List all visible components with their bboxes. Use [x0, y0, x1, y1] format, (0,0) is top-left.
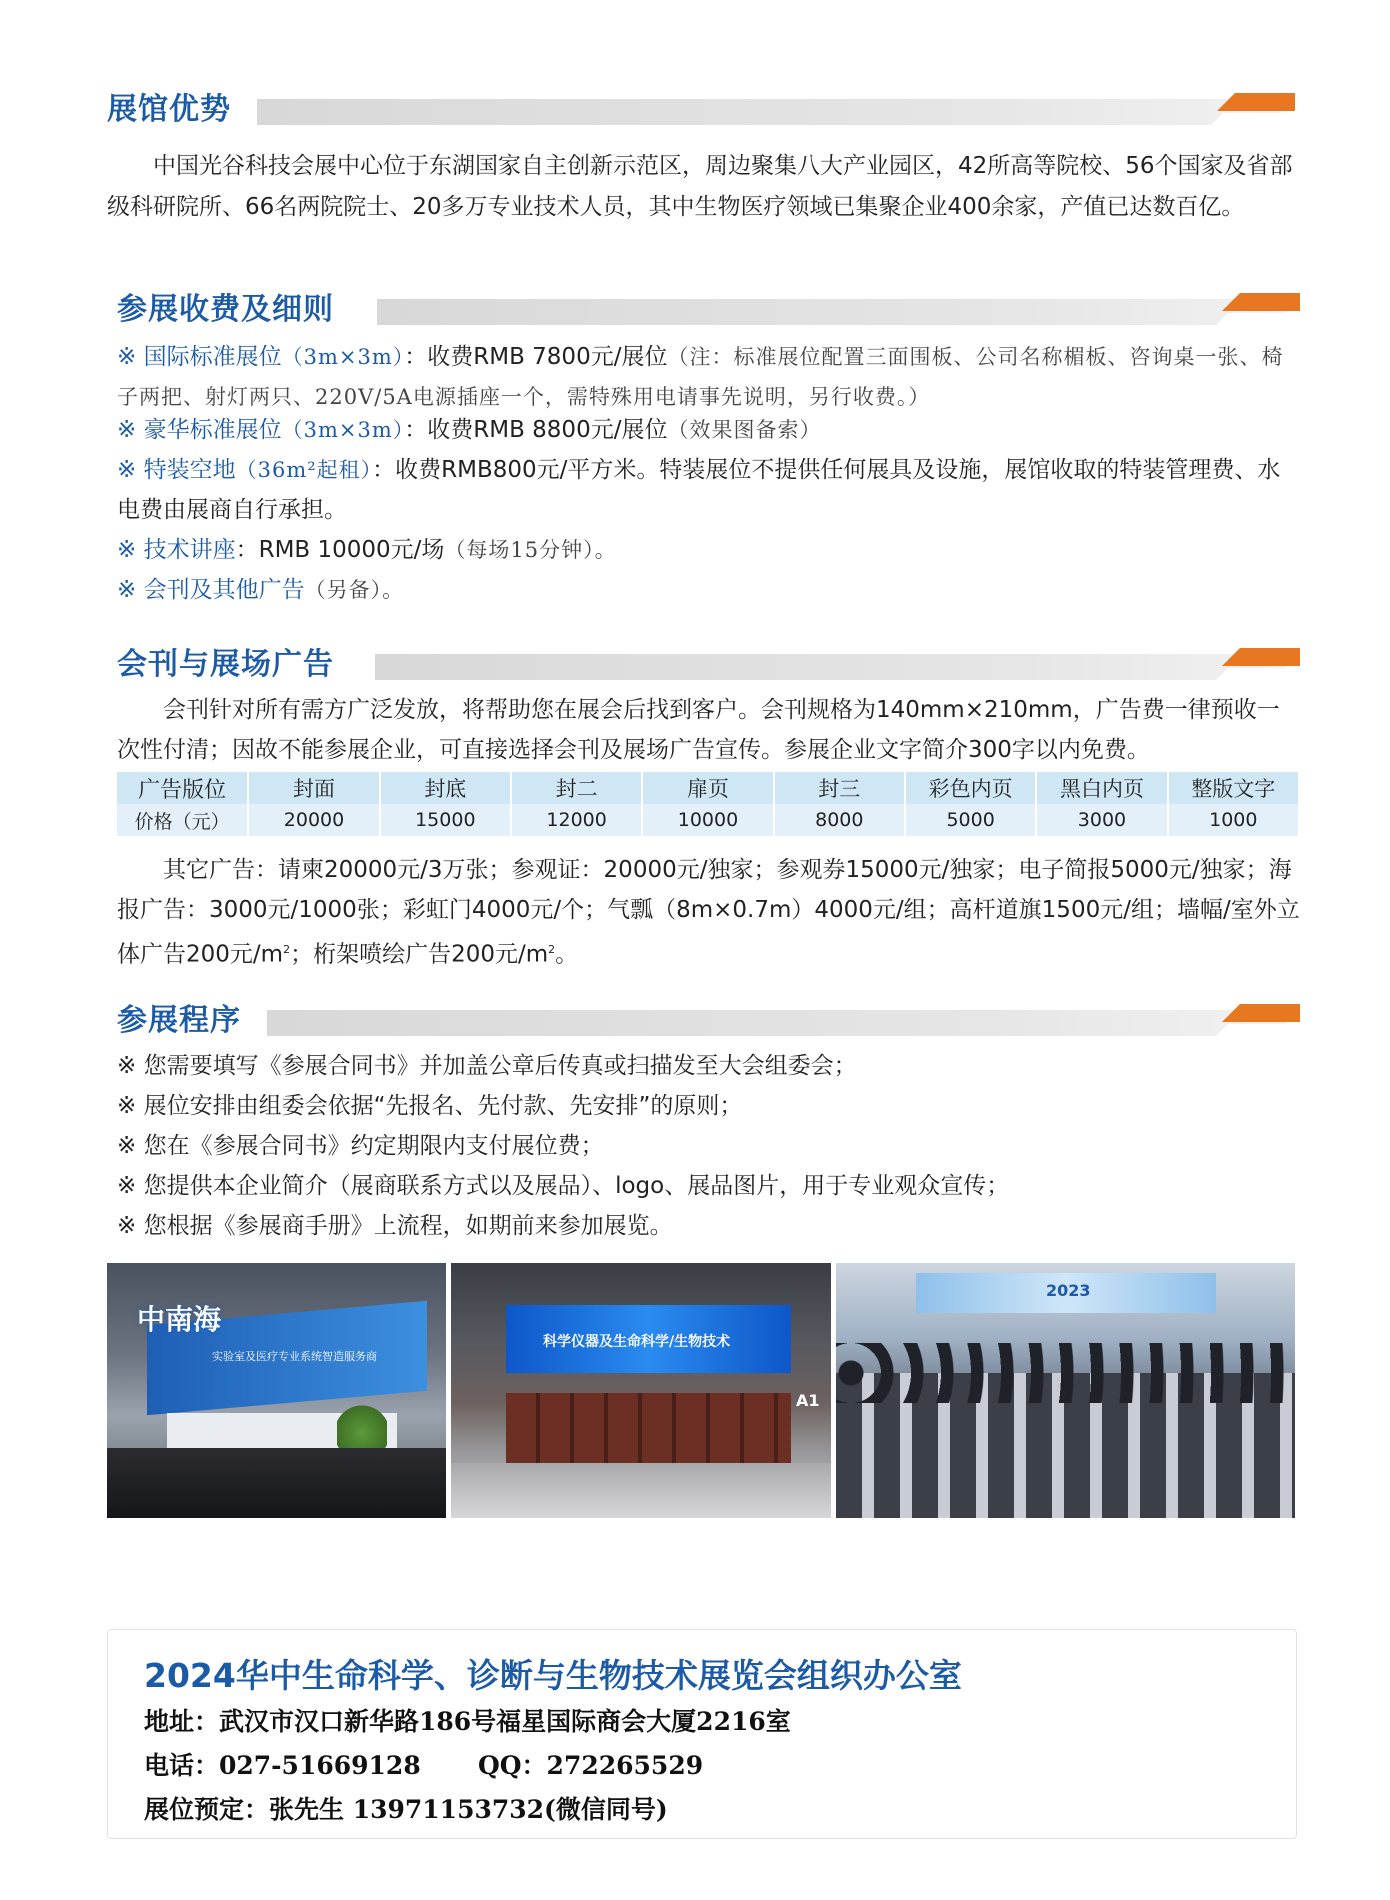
fee-price: ：收费RMB 8800元/展位 [404, 417, 668, 443]
table-header-cell: 扉页 [642, 772, 773, 804]
table-cell: 1000 [1168, 804, 1299, 836]
audience-heads [836, 1343, 1295, 1403]
booth-subtitle: 实验室及医疗专业系统智造服务商 [212, 1350, 377, 1363]
contact-box [107, 1629, 1297, 1839]
table-header-row [117, 772, 1299, 804]
table-header-cell: 封面 [248, 772, 379, 804]
procedure-item: ※ 展位安排由组委会依据“先报名、先付款、先安排”的原则； [117, 1093, 743, 1119]
fee-label: 特装空地 [143, 457, 236, 483]
fee-item [117, 530, 1300, 570]
fee-label: 会刊及其他广告 [143, 577, 305, 603]
table-cell: 20000 [248, 804, 379, 836]
bullet-mark: ※ [117, 417, 137, 443]
header-bar [375, 654, 1300, 680]
fee-spec: （3m×3m） [281, 418, 405, 442]
table-header-cell: 整版文字 [1168, 772, 1299, 804]
contact-qq: QQ：272265529 [478, 1751, 704, 1780]
fee-spec: （36m²起租） [235, 458, 373, 482]
superscript: 2 [283, 943, 291, 956]
table-cell: 12000 [511, 804, 642, 836]
photo-booth [107, 1263, 446, 1518]
header-accent [1222, 293, 1300, 311]
header-accent-gap [1214, 1024, 1300, 1038]
section-header-procedure [117, 1004, 1300, 1038]
table-cell: 3000 [1036, 804, 1167, 836]
procedure-item: ※ 您在《参展合同书》约定期限内支付展位费； [117, 1133, 604, 1159]
table-header-cell: 彩色内页 [905, 772, 1036, 804]
contact-address: 地址：武汉市汉口新华路186号福星国际商会大厦2216室 [144, 1707, 791, 1736]
procedure-item: ※ 您提供本企业简介（展商联系方式以及展品）、logo、展品图片，用于专业观众宣传； [117, 1173, 1010, 1199]
header-accent [1222, 648, 1300, 666]
organizer-title: 2024华中生命科学、诊断与生物技术展览会组织办公室 [144, 1656, 962, 1695]
booth-sign: 中南海 [137, 1303, 222, 1336]
section-title: 参展程序 [117, 1003, 241, 1038]
header-bar [377, 299, 1300, 325]
table-row [117, 804, 1299, 836]
fee-label: 技术讲座 [143, 537, 236, 563]
gate-label: A1 [796, 1391, 820, 1410]
table-header-cell: 封三 [774, 772, 905, 804]
ads-other [117, 850, 1300, 975]
stage-banner-text: 2023 [1046, 1281, 1091, 1300]
table-price-label: 价格（元） [117, 804, 248, 836]
header-accent [1217, 93, 1295, 111]
section-title: 参展收费及细则 [117, 292, 334, 327]
procedure-item: ※ 您根据《参展商手册》上流程，如期前来参加展览。 [117, 1213, 673, 1239]
fee-spec: （3m×3m） [281, 345, 405, 369]
fee-item [117, 410, 1300, 450]
ads-other-text: 。 [555, 941, 579, 968]
fee-price: ：收费RMB800元/平方米。特装展位不提供任何展具及设施，展馆收取的特装管理费、水电费由展商自行承担。 [117, 457, 1281, 523]
section-header-advantage [107, 93, 1295, 127]
section-header-ads [117, 648, 1300, 682]
header-bar [257, 99, 1295, 125]
bullet-mark: ※ [117, 537, 137, 563]
fee-price: ：收费RMB 7800元/展位 [404, 344, 668, 370]
bullet-mark: ※ [117, 457, 137, 483]
fee-item [117, 450, 1300, 530]
section-title: 会刊与展场广告 [117, 647, 334, 682]
contact-booking: 展位预定：张先生 13971153732(微信同号) [144, 1795, 668, 1824]
table-header-cell: 封底 [380, 772, 511, 804]
ads-other-text: ；桁架喷绘广告200元/m [290, 941, 549, 968]
header-accent-gap [1214, 313, 1300, 327]
fee-item [117, 337, 1300, 417]
fee-item [117, 570, 1300, 610]
photo-hall-entrance [451, 1263, 831, 1518]
section-title: 展馆优势 [107, 92, 231, 127]
procedure-item: ※ 您需要填写《参展合同书》并加盖公章后传真或扫描发至大会组委会； [117, 1053, 857, 1079]
header-accent-gap [1209, 113, 1295, 127]
bullet-mark: ※ [117, 344, 137, 370]
fee-note: （效果图备索） [667, 418, 822, 442]
photo-forum [836, 1263, 1295, 1518]
table-cell: 10000 [642, 804, 773, 836]
fee-note: （另备）。 [304, 578, 405, 602]
advantage-text: 中国光谷科技会展中心位于东湖国家自主创新示范区，周边聚集八大产业园区，42所高等院校、56个国家及省部级科研院所、66名两院院士、20多万专业技术人员，其中生物医疗领域已集聚企业400余家，产值已达数百亿。 [107, 153, 1293, 220]
fee-label: 豪华标准展位 [143, 417, 282, 443]
table-cell: 15000 [380, 804, 511, 836]
table-header-cell: 封二 [511, 772, 642, 804]
crowd [107, 1448, 446, 1518]
contact-phone: 电话：027-51669128 [144, 1751, 421, 1780]
fee-price: ：RMB 10000元/场 [235, 537, 445, 563]
superscript: 2 [548, 943, 556, 956]
fee-note: （注：标准展位配置三面围板、公司名称楣板、咨询桌一张、椅子两把、射灯两只、220V/5A电源插座一个，需特殊用电请事先说明，另行收费。） [117, 345, 1284, 409]
bullet-mark: ※ [117, 577, 137, 603]
table-cell: 5000 [905, 804, 1036, 836]
header-accent [1222, 1004, 1300, 1022]
ad-price-table [117, 772, 1300, 836]
floor [451, 1463, 831, 1518]
table-header-label: 广告版位 [117, 772, 248, 804]
header-bar [267, 1010, 1300, 1036]
fee-label: 国际标准展位 [143, 344, 282, 370]
ads-intro: 会刊针对所有需方广泛发放，将帮助您在展会后找到客户。会刊规格为140mm×210mm，广告费一律预收一次性付清；因故不能参展企业，可直接选择会刊及展场广告宣传。参展企业文字简介300字以内免费。 [117, 697, 1280, 763]
ads-other-text: 其它广告：请柬20000元/3万张；参观证：20000元/独家；参观券15000元/独家；电子简报5000元/独家；海报广告：3000元/1000张；彩虹门4000元/个；气瓢（8m×0.7m）4000元/组；高杆道旗1500元/组；墙幅/室外立体广告200元/m [117, 857, 1300, 968]
led-banner-text: 科学仪器及生命科学/生物技术 [543, 1334, 731, 1350]
entrance-doors [506, 1393, 791, 1463]
section-header-fees [117, 293, 1300, 327]
table-cell: 8000 [774, 804, 905, 836]
fee-note: （每场15分钟）。 [444, 538, 617, 562]
header-accent-gap [1214, 668, 1300, 682]
table-header-cell: 黑白内页 [1036, 772, 1167, 804]
